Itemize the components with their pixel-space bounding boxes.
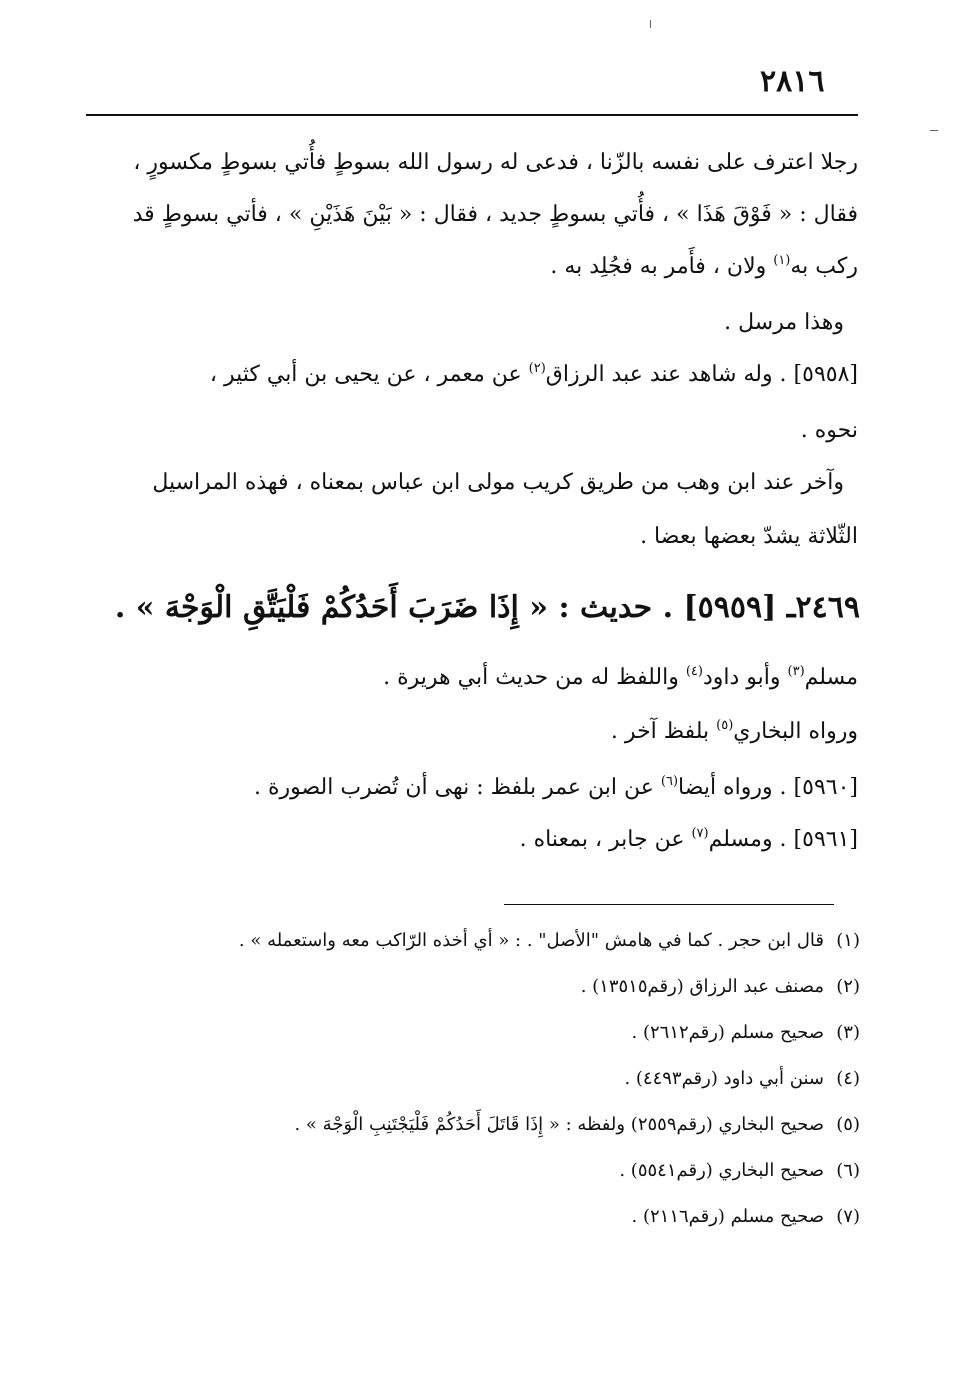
footnote-number: (٦) <box>836 1160 860 1181</box>
takhrij-text <box>86 665 858 865</box>
footnote-number: (٢) <box>836 976 860 997</box>
text-line: فقال : « فَوْقَ هَذَا » ، فأُتي بسوطٍ جديد ، فقال : « بَيْنَ هَذَيْنِ » ، فأتي بسوطٍ قد <box>132 202 858 227</box>
text-line <box>550 254 858 279</box>
text-run: وأبو داود <box>702 665 788 690</box>
text-run: ولان ، فأَمر به فجُلِد به . <box>550 254 774 279</box>
footnote-ref[interactable]: (٣) <box>787 664 805 679</box>
footnote-item <box>581 976 860 997</box>
text-line <box>210 362 858 387</box>
text-run: عن معمر ، عن يحيى بن أبي كثير ، <box>209 362 529 387</box>
page-number: ٢٨١٦ <box>760 64 825 99</box>
footnote-ref[interactable]: (١) <box>773 253 791 268</box>
footnote-ref[interactable]: (٢) <box>528 361 546 376</box>
text-line: وهذا مرسل . <box>724 310 844 335</box>
text-line: وآخر عند ابن وهب من طريق كريب مولى ابن عباس بمعناه ، فهذه المراسيل <box>152 470 844 495</box>
text-run: مسلم <box>804 665 858 690</box>
text-run: عن جابر ، بمعناه . <box>519 827 692 852</box>
footnote-ref[interactable]: (٦) <box>660 774 679 789</box>
text-line: رجلا اعترف على نفسه بالزّنا ، فدعى له رسول الله بسوطٍ فأُتي بسوطٍ مكسورٍ ، <box>133 150 858 175</box>
footnote-text: صحيح مسلم (رقم٢٦١٢) . <box>631 1022 824 1043</box>
footnote-text: صحيح البخاري (رقم٢٥٥٩) ولفظه : « إِذَا قَاتَلَ أَحَدُكُمْ فَلْيَجْتَنِبِ الْوَجْهَ » . <box>294 1114 824 1135</box>
footnote-text: صحيح البخاري (رقم٥٥٤١) . <box>619 1160 824 1181</box>
footnote-ref[interactable]: (٥) <box>716 718 734 733</box>
hadith-heading: ٢٤٦٩ـ [٥٩٥٩] . حديث : « إِذَا ضَرَبَ أَحَدُكُمْ فَلْيَتَّقِ الْوَجْهَ » . <box>114 590 860 625</box>
footnote-number: (٤) <box>836 1068 860 1089</box>
text-line: نحوه . <box>800 418 858 443</box>
narrative-text <box>86 150 858 570</box>
text-run: [٥٩٦٠] . ورواه أيضا <box>678 775 858 800</box>
footnote-item <box>624 1068 860 1089</box>
footnote-ref[interactable]: (٧) <box>691 826 709 841</box>
text-run: [٥٩٥٨] . وله شاهد عند عبد الرزاق <box>545 362 858 387</box>
scan-mark-top <box>650 20 651 28</box>
footnote-number: (١) <box>836 930 860 951</box>
text-line <box>520 827 858 852</box>
footnote-ref[interactable]: (٤) <box>685 664 703 679</box>
footnote-item <box>632 1206 860 1227</box>
footnote-item <box>239 930 860 951</box>
header-rule <box>86 114 858 116</box>
text-run: عن ابن عمر بلفظ : نهى أن تُضرب الصورة . <box>253 775 661 800</box>
text-run: بلفظ آخر . <box>610 719 717 744</box>
text-line <box>611 719 858 744</box>
text-run: ركب به <box>790 254 858 279</box>
text-line <box>383 665 858 690</box>
footnote-item <box>294 1114 860 1135</box>
text-line: الثّلاثة يشدّ بعضها بعضا . <box>640 524 858 549</box>
footnote-text: مصنف عبد الرزاق (رقم١٣٥١٥) . <box>580 976 824 997</box>
footnote-text: سنن أبي داود (رقم٤٤٩٣) . <box>624 1068 824 1089</box>
footnote-text: قال ابن حجر . كما في هامش "الأصل" . : « أي أخذه الرّاكب معه واستعمله » . <box>238 930 824 951</box>
text-run: ورواه البخاري <box>733 719 858 744</box>
footnote-number: (٣) <box>836 1022 860 1043</box>
scan-mark-right <box>930 130 938 131</box>
text-run: واللفظ له من حديث أبي هريرة . <box>383 665 686 690</box>
footnote-separator <box>504 904 834 905</box>
footnote-number: (٥) <box>836 1114 860 1135</box>
footnote-item <box>619 1160 860 1181</box>
footnote-item <box>632 1022 860 1043</box>
footnote-text: صحيح مسلم (رقم٢١١٦) . <box>631 1206 824 1227</box>
text-line <box>254 775 858 800</box>
footnote-number: (٧) <box>836 1206 860 1227</box>
text-run: [٥٩٦١] . ومسلم <box>708 827 858 852</box>
